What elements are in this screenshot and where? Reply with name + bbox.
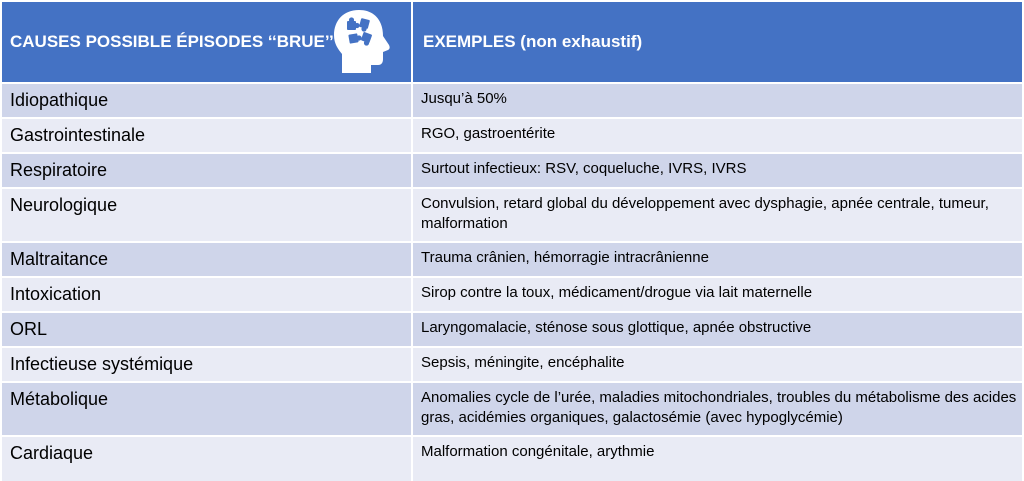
table-row [2, 152, 1022, 187]
cause-cell: Intoxication [10, 284, 102, 304]
brue-causes-table [2, 2, 1022, 481]
table-row [2, 346, 1022, 381]
cause-cell: Maltraitance [10, 249, 109, 269]
examples-cell: RGO, gastroentérite [411, 119, 1022, 152]
cause-cell: Neurologique [10, 195, 118, 215]
cause-cell: Respiratoire [10, 160, 108, 180]
cause-cell: ORL [10, 319, 48, 339]
examples-cell: Trauma crânien, hémorragie intracrânienne [411, 243, 1022, 276]
header-examples-label: EXEMPLES (non exhaustif) [423, 32, 643, 51]
examples-cell: Sepsis, méningite, encéphalite [411, 348, 1022, 381]
table-row [2, 241, 1022, 276]
cause-cell: Gastrointestinale [10, 125, 146, 145]
table-row [2, 117, 1022, 152]
table-row [2, 435, 1022, 481]
examples-cell: Convulsion, retard global du développement avec dysphagie, apnée centrale, tumeur, malformation [411, 189, 1022, 241]
examples-cell: Malformation congénitale, arythmie [411, 437, 1022, 481]
table-row [2, 311, 1022, 346]
examples-cell: Anomalies cycle de l’urée, maladies mitochondriales, troubles du métabolisme des acides gras, acidémies organiques, galactosémie (avec hypoglycémie) [411, 383, 1022, 435]
cause-cell: Cardiaque [10, 443, 94, 463]
examples-cell: Surtout infectieux: RSV, coqueluche, IVRS, IVRS [411, 154, 1022, 187]
examples-cell: Sirop contre la toux, médicament/drogue via lait maternelle [411, 278, 1022, 311]
examples-cell: Jusqu’à 50% [411, 84, 1022, 117]
cause-cell: Métabolique [10, 389, 109, 409]
cause-cell: Infectieuse systémique [10, 354, 194, 374]
head-puzzle-icon [331, 7, 395, 75]
table-row [2, 381, 1022, 435]
header-causes-label: CAUSES POSSIBLE ÉPISODES ‘‘BRUE’’ [10, 32, 334, 51]
table-row [2, 187, 1022, 241]
header-examples [411, 2, 1022, 82]
header-causes [2, 2, 411, 82]
cause-cell: Idiopathique [10, 90, 109, 110]
examples-cell: Laryngomalacie, sténose sous glottique, apnée obstructive [411, 313, 1022, 346]
table-header-row [2, 2, 1022, 82]
table-row [2, 82, 1022, 117]
table-row [2, 276, 1022, 311]
